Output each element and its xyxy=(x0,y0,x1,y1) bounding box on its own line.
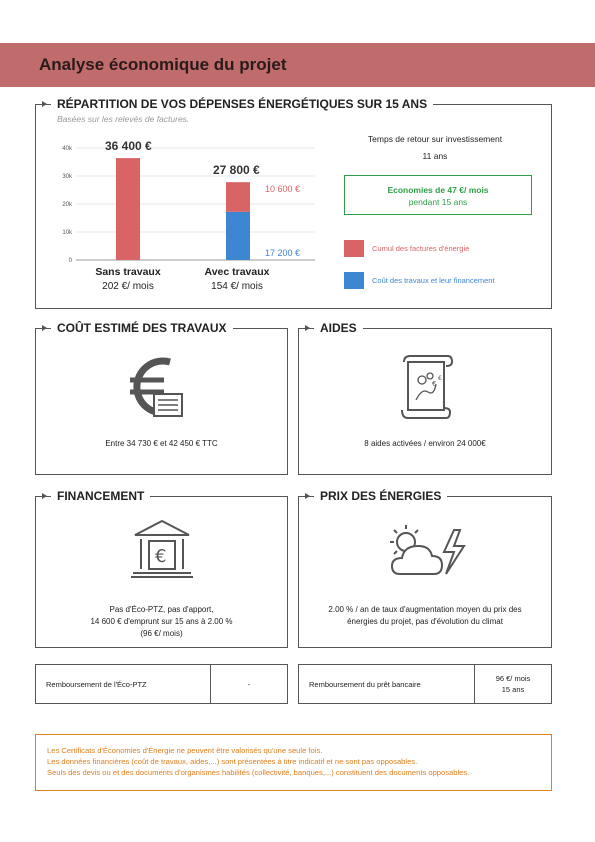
svg-text:€: € xyxy=(432,380,437,388)
rembourse-eco-value: - xyxy=(247,679,251,689)
disclaimer-line3: Seuls des devis ou et des documents d'organismes habilités (collectivité, banques,...) constituent des documents opposables. xyxy=(47,768,470,777)
bar-category-1: Sans travaux xyxy=(95,266,161,278)
segment-top-label: 10 600 € xyxy=(265,184,301,194)
bar-category-2: Avec travaux xyxy=(204,266,270,278)
section-marker xyxy=(298,328,310,329)
page-title: Analyse économique du projet xyxy=(39,55,287,74)
y-tick-label: 0 xyxy=(68,258,72,264)
bank-icon xyxy=(131,519,193,579)
svg-text:€: € xyxy=(155,546,167,567)
bar-segment xyxy=(226,182,250,212)
economies-line1: Economies de 47 €/ mois xyxy=(387,185,489,195)
rembourse-pret-value2: 15 ans xyxy=(501,685,525,694)
y-tick-label: 10k xyxy=(62,230,72,236)
rembourse-pret-value xyxy=(475,665,551,703)
bar-segment xyxy=(116,158,140,260)
financement-title: FINANCEMENT xyxy=(51,489,150,503)
aides-title: AIDES xyxy=(314,321,363,335)
y-tick-label: 40k xyxy=(62,146,72,152)
segment-bottom-label: 17 200 € xyxy=(265,248,301,258)
rembourse-pret-label: Remboursement du prêt bancaire xyxy=(299,665,475,703)
rembourse-pret-value1: 96 €/ mois xyxy=(495,674,531,683)
section-marker xyxy=(35,104,47,105)
section-marker xyxy=(298,496,310,497)
prix-line2: énergies du projet, pas d'évolution du climat xyxy=(347,617,503,626)
y-tick-label: 20k xyxy=(62,202,72,208)
legend-label-travaux: Coût des travaux et leur financement xyxy=(372,276,495,285)
svg-text:€: € xyxy=(438,375,442,382)
repartition-title: RÉPARTITION DE VOS DÉPENSES ÉNERGÉTIQUES SUR 15 ANS xyxy=(51,97,433,111)
economies-line2: pendant 15 ans xyxy=(408,197,468,207)
bar-monthly-1: 202 €/ mois xyxy=(102,281,154,292)
bar-segment xyxy=(226,212,250,260)
rembourse-eco-label: Remboursement de l'Éco-PTZ xyxy=(36,665,211,703)
rembourse-pret-row xyxy=(298,664,552,704)
financement-line2: 14 600 € d'emprunt sur 15 ans à 2.00 % xyxy=(90,617,233,626)
retour-value: 11 ans xyxy=(422,151,448,161)
cout-title: COÛT ESTIMÉ DES TRAVAUX xyxy=(51,321,233,335)
disclaimer-line2: Les données financières (coût de travaux, aides,...) sont présentées à titre indicatif et ne sont pas opposables. xyxy=(47,757,418,766)
weather-icon xyxy=(384,522,466,582)
prix-title: PRIX DES ÉNERGIES xyxy=(314,489,447,503)
aides-text: 8 aides activées / environ 24 000€ xyxy=(364,439,486,448)
prix-line1: 2.00 % / an de taux d'augmentation moyen du prix des xyxy=(328,605,522,614)
cout-text: Entre 34 730 € et 42 450 € TTC xyxy=(105,439,218,448)
legend-label-factures: Cumul des factures d'énergie xyxy=(372,244,470,253)
euro-icon xyxy=(124,354,186,420)
legend-swatch-travaux xyxy=(344,272,364,289)
financement-line1: Pas d'Éco-PTZ, pas d'apport, xyxy=(109,605,214,614)
legend-swatch-factures xyxy=(344,240,364,257)
bar-total-label-1: 36 400 € xyxy=(105,139,152,153)
rembourse-eco-row xyxy=(35,664,288,704)
bar-total-label-2: 27 800 € xyxy=(213,163,260,177)
bar-monthly-2: 154 €/ mois xyxy=(211,281,263,292)
repartition-subtitle: Basées sur les relevés de factures. xyxy=(57,114,190,124)
y-tick-label: 30k xyxy=(62,174,72,180)
economies-box xyxy=(344,175,532,215)
disclaimer-line1: Les Certificats d'Économies d'Énergie ne peuvent être valorisés qu'une seule fois. xyxy=(47,746,323,755)
retour-label: Temps de retour sur investissement xyxy=(367,134,503,144)
scroll-document-icon xyxy=(398,354,454,420)
section-marker xyxy=(35,328,47,329)
section-marker xyxy=(35,496,47,497)
financement-line3: (96 €/ mois) xyxy=(140,629,183,638)
